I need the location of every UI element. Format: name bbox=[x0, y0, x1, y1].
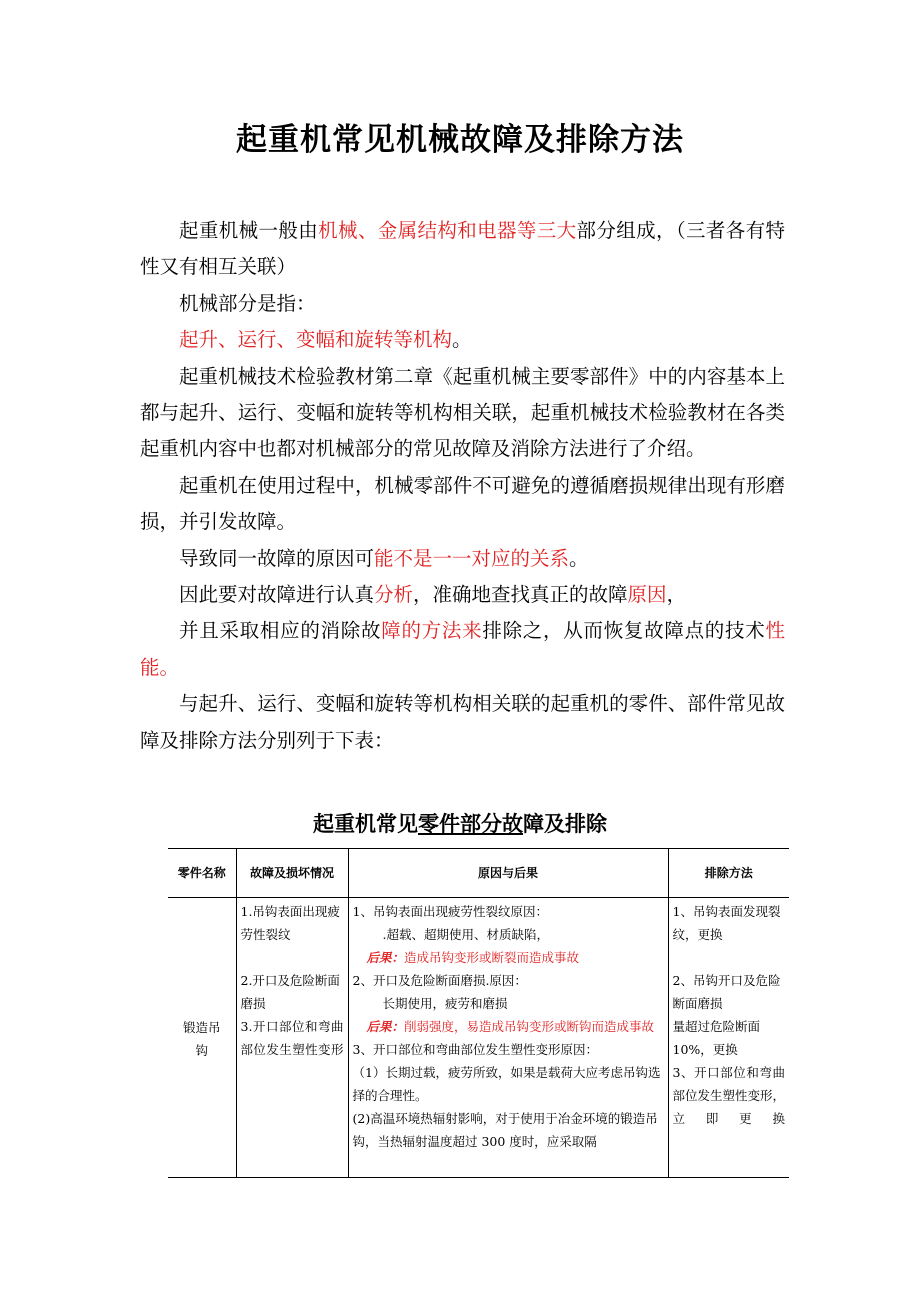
fault-table bbox=[168, 848, 789, 1178]
text-segment: 起重机械技术检验教材第二章《起重机械主要零部件》中的内容基本上都与起升、运行、变幅和旋转等机构相关联，起重机械技术检验教材在各类起重机内容中也都对机械部分的常见故障及消除方法进行了介绍。 bbox=[140, 364, 785, 461]
table-title bbox=[0, 808, 920, 838]
table-title-prefix: 起重机常见 bbox=[313, 812, 418, 836]
fault-item-1: 1.吊钩表面出现疲劳性裂纹 bbox=[240, 904, 340, 942]
table-title-underlined: 零件部分故 bbox=[418, 812, 523, 836]
text-segment: 并且采取相应的消除故 bbox=[179, 619, 382, 643]
header-cause: 原因与后果 bbox=[348, 849, 668, 898]
highlight-segment: 能不是一一对应的关系 bbox=[374, 546, 570, 570]
paragraph-intro bbox=[140, 213, 785, 286]
highlight-segment: 原因 bbox=[627, 583, 667, 607]
fix-item-2: 2、吊钩开口及危险断面磨损 bbox=[672, 973, 781, 1011]
paragraph-mechanical bbox=[140, 286, 785, 322]
table-title-suffix: 障及排除 bbox=[523, 812, 607, 836]
consequence-line bbox=[353, 946, 664, 969]
text-segment: 机械部分是指： bbox=[179, 291, 316, 315]
paragraph-causes bbox=[140, 541, 785, 577]
document-title: 起重机常见机械故障及排除方法 bbox=[236, 122, 684, 158]
paragraph-remedy bbox=[140, 613, 785, 686]
body-text bbox=[140, 213, 785, 759]
cause-line: 3、开口部位和弯曲部位发生塑性变形原因： bbox=[352, 1042, 598, 1057]
cause-line: (2)高温环境热辐射影响，对于使用于冶金环境的锻造吊钩，当热辐射温度超过 300 度时，应采取隔 bbox=[352, 1111, 658, 1149]
fix-item-1: 1、吊钩表面发现裂纹，更换 bbox=[672, 904, 781, 942]
text-segment: 。 bbox=[452, 328, 472, 352]
highlight-segment: 起升、运行、变幅和旋转等机构 bbox=[179, 328, 453, 352]
cell-fix bbox=[668, 898, 789, 1178]
highlight-segment: 分析 bbox=[374, 583, 414, 607]
text-segment: 。 bbox=[569, 546, 589, 570]
paragraph-wear bbox=[140, 468, 785, 541]
header-fault: 故障及损坏情况 bbox=[236, 849, 348, 898]
consequence-label: 后果： bbox=[366, 1019, 405, 1034]
cause-line: .超载、超期使用、材质缺陷， bbox=[382, 927, 549, 942]
text-segment: ， bbox=[666, 583, 687, 607]
highlight-segment: 性能。 bbox=[140, 619, 785, 679]
table-row bbox=[168, 898, 789, 1178]
text-segment: 排除之，从而恢复故障点的技术 bbox=[482, 619, 766, 643]
cause-line: 长期使用，疲劳和磨损 bbox=[382, 996, 508, 1011]
text-segment: 部分组成，（三者各有特性又有相互关联） bbox=[140, 219, 785, 279]
cause-line: 2、开口及危险断面磨损.原因： bbox=[352, 973, 527, 988]
highlight-segment: 障的方法来 bbox=[381, 619, 483, 643]
fault-item-2: 2.开口及危险断面磨损 bbox=[240, 973, 340, 1011]
part-name: 锻造吊钩 bbox=[182, 1019, 221, 1058]
fix-item-3: 3、开口部位和弯曲部位发生塑性变形，立即更换 bbox=[672, 1065, 786, 1126]
text-segment: 导致同一故障的原因可 bbox=[179, 546, 375, 570]
cell-cause bbox=[348, 898, 668, 1178]
text-segment: ，准确地查找真正的故障 bbox=[413, 583, 628, 607]
header-fix: 排除方法 bbox=[668, 849, 789, 898]
consequence-text: 削弱强度，易造成吊钩变形或断钩而造成事故 bbox=[404, 1019, 655, 1034]
paragraph-mechanisms bbox=[140, 322, 785, 358]
spacer bbox=[241, 946, 344, 969]
consequence-line bbox=[353, 1015, 664, 1038]
consequence-text: 造成吊钩变形或断裂而造成事故 bbox=[404, 950, 580, 965]
fix-item-2-detail: 量超过危险断面 10%，更换 bbox=[672, 1019, 761, 1057]
cell-fault bbox=[236, 898, 348, 1178]
fault-item-3: 3.开口部位和弯曲部位发生塑性变形 bbox=[240, 1019, 344, 1057]
highlight-segment: 机械、金属结构和电器等三大 bbox=[318, 219, 577, 242]
header-part: 零件名称 bbox=[168, 849, 236, 898]
table-header-row bbox=[168, 849, 789, 898]
paragraph-table-intro bbox=[140, 686, 785, 759]
cell-part bbox=[168, 898, 236, 1178]
paragraph-analysis bbox=[140, 577, 785, 613]
cause-line: 1、吊钩表面出现疲劳性裂纹原因： bbox=[352, 904, 548, 919]
cause-line: （1）长期过载，疲劳所致，如果是载荷大应考虑吊钩选择的合理性。 bbox=[352, 1065, 661, 1103]
text-segment: 因此要对故障进行认真 bbox=[179, 583, 375, 607]
text-segment: 起重机械一般由 bbox=[179, 219, 319, 242]
paragraph-textbook bbox=[140, 359, 785, 468]
text-segment: 起重机在使用过程中，机械零部件不可避免的遵循磨损规律出现有形磨损，并引发故障。 bbox=[140, 473, 785, 534]
spacer bbox=[673, 946, 786, 969]
text-segment: 与起升、运行、变幅和旋转等机构相关联的起重机的零件、部件常见故障及排除方法分别列于下表： bbox=[140, 692, 785, 752]
consequence-label: 后果： bbox=[366, 950, 405, 965]
